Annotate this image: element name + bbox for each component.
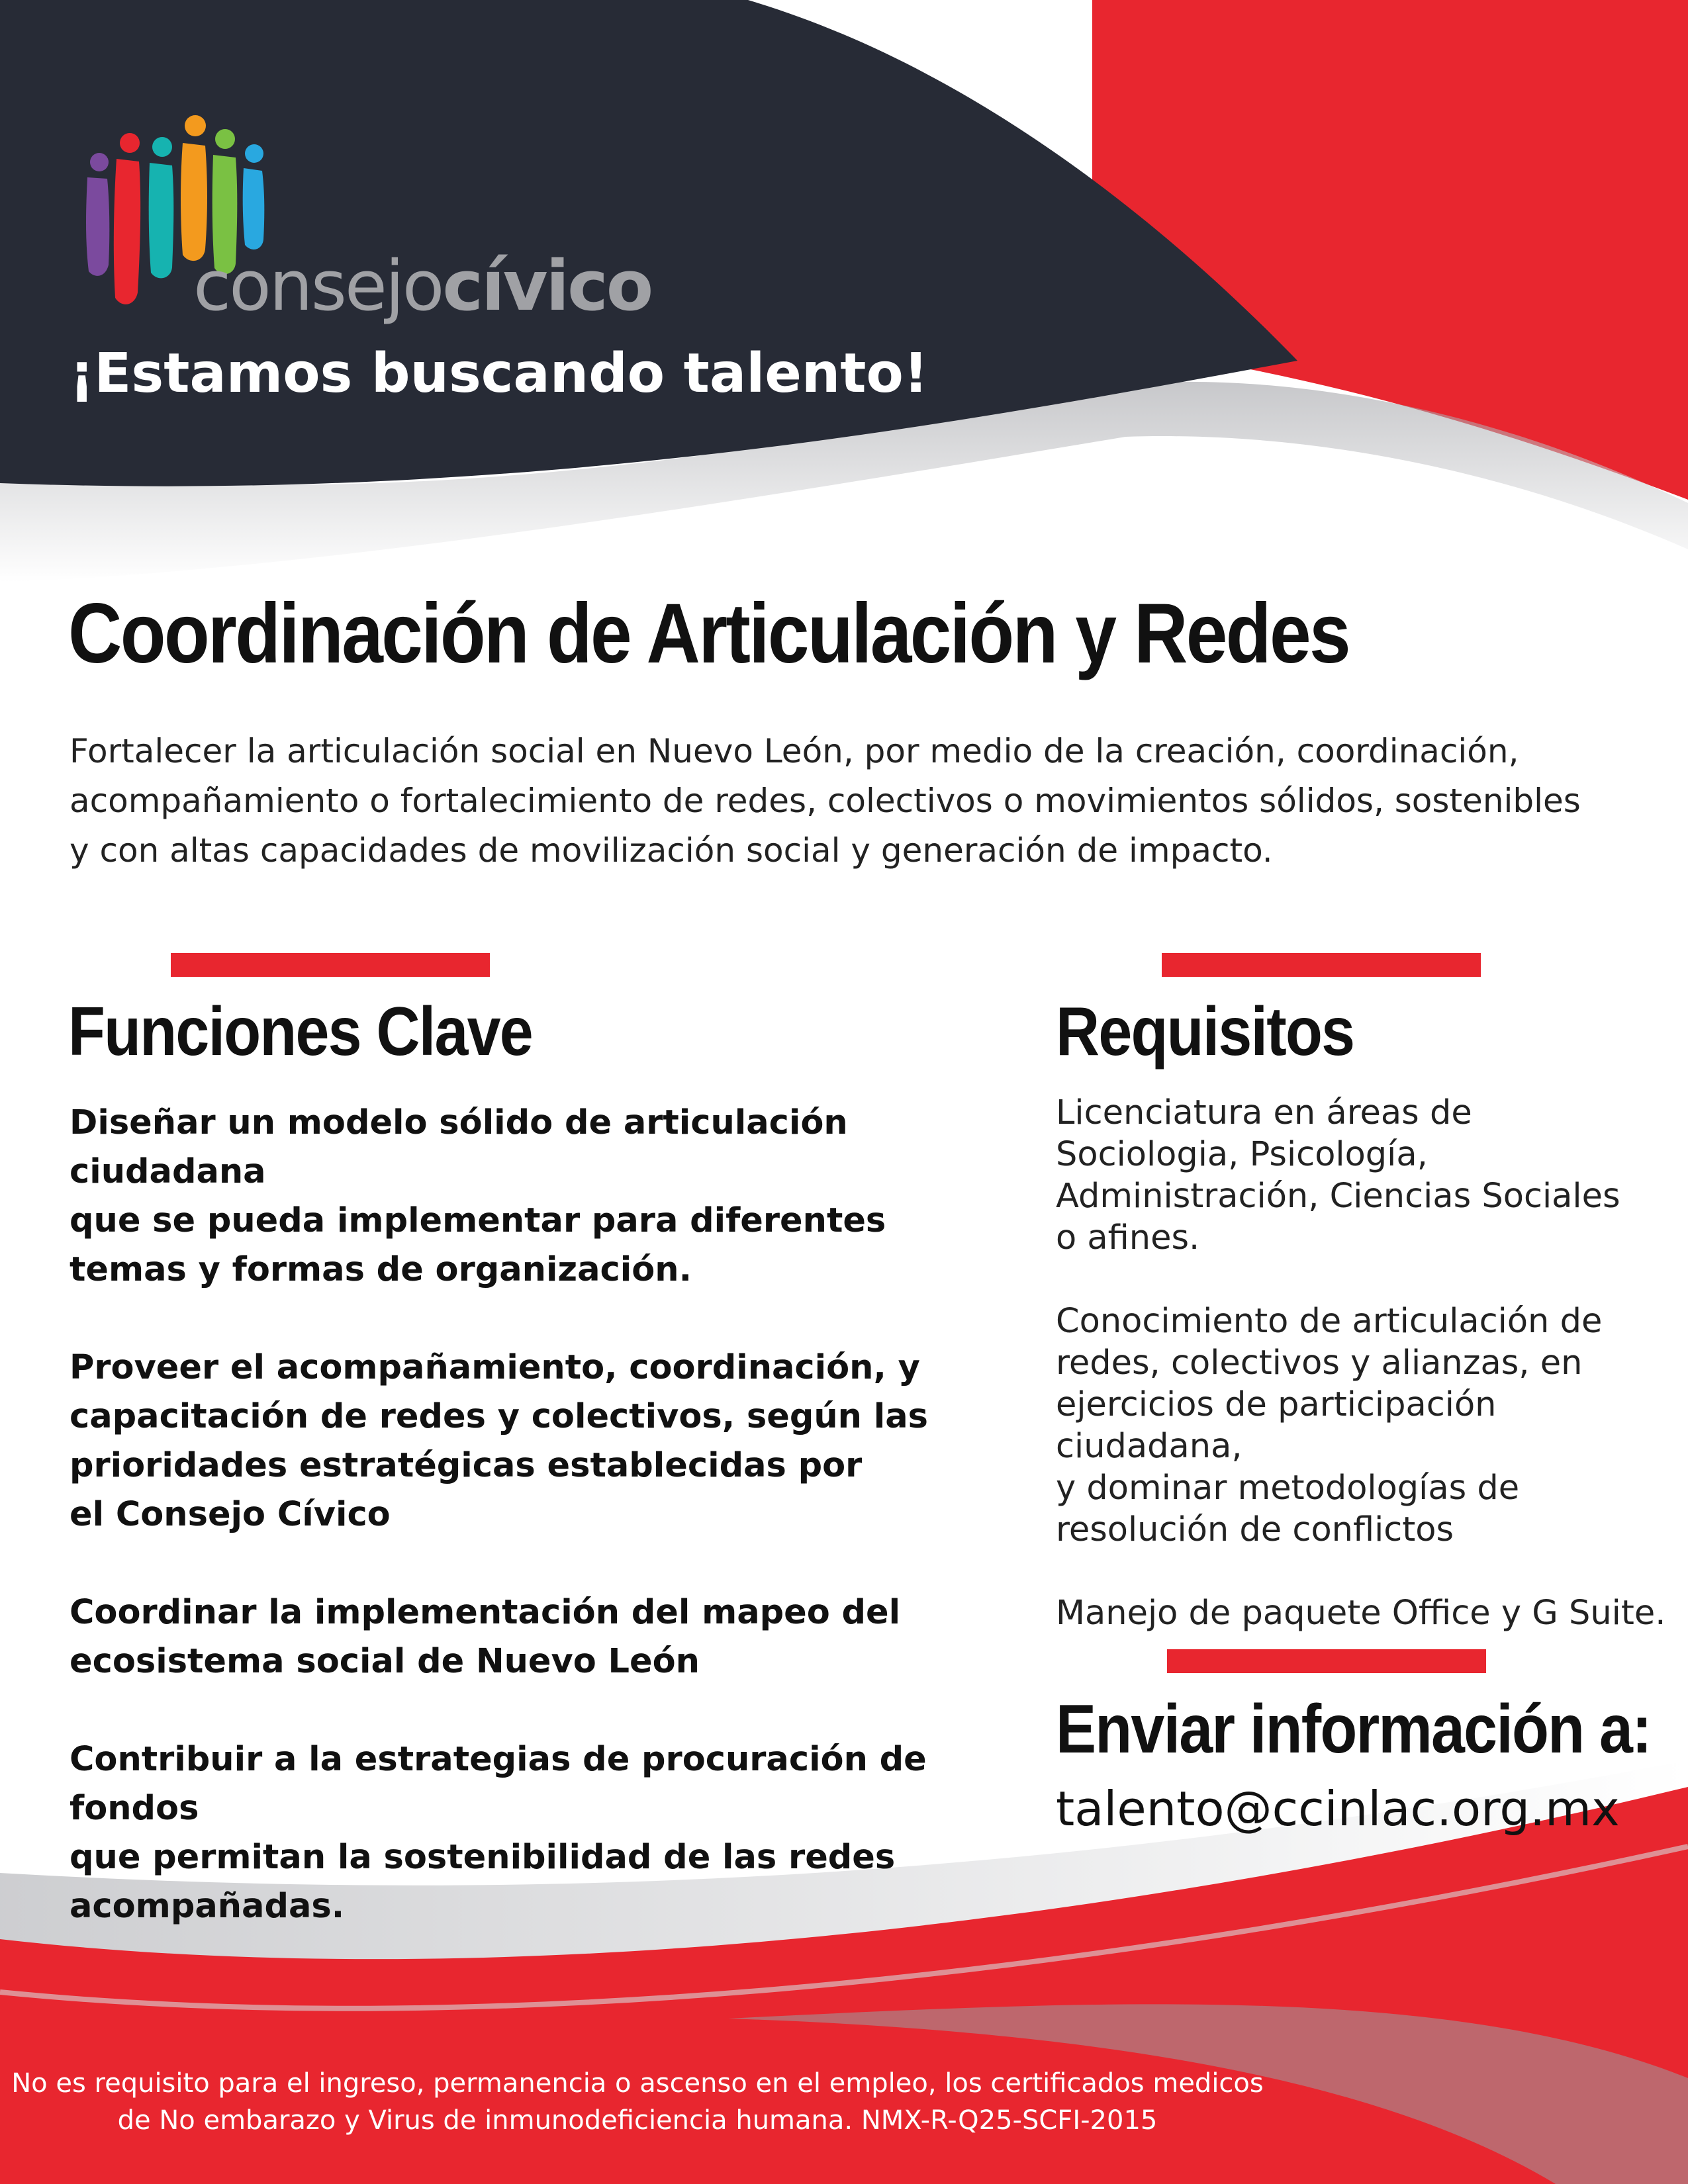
- job-intro: [70, 727, 1645, 876]
- requirements-divider: [1162, 953, 1481, 977]
- footer-line: de No embarazo y Virus de inmunodeficiencia humana. NMX-R-Q25-SCFI-2015: [117, 2105, 1158, 2136]
- function-item: Contribuir a la estrategias de procuración de fondos que permitan la sostenibilidad de las redes acompañadas.: [70, 1740, 927, 1926]
- requirements-heading: Requisitos: [1056, 993, 1354, 1070]
- intro-line: y con altas capacidades de movilización social y generación de impacto.: [70, 831, 1273, 870]
- function-item: Proveer el acompañamiento, coordinación, y capacitación de redes y colectivos, según las prioridades estratégicas establecidas por el Consejo Cívico: [70, 1348, 928, 1534]
- contact-email-link[interactable]: talento@ccinlac.org.mx: [1056, 1781, 1620, 1837]
- orange-figure-body: [181, 143, 207, 261]
- consejo-civico-wordmark: [193, 246, 652, 326]
- contact-divider: [1167, 1649, 1486, 1673]
- wordmark-bold: cívico: [442, 246, 652, 326]
- functions-divider: [171, 953, 490, 977]
- functions-heading: Funciones Clave: [68, 993, 532, 1070]
- requirement-item: Licenciatura en áreas de Sociologia, Psicología, Administración, Ciencias Sociales o afines.: [1056, 1093, 1620, 1257]
- blue-figure-head: [245, 144, 263, 163]
- blue-figure-body: [243, 168, 265, 250]
- red-figure-body: [114, 159, 140, 304]
- requirement-item: Conocimiento de articulación de redes, colectivos y alianzas, en ejercicios de participación ciudadana, y dominar metodologías de resolución de conflictos: [1056, 1302, 1603, 1549]
- wordmark-light: consejo: [193, 246, 443, 326]
- purple-figure-head: [90, 153, 109, 171]
- purple-figure-body: [86, 177, 109, 276]
- green-figure-head: [215, 129, 235, 149]
- red-figure-head: [120, 133, 140, 153]
- function-item: Diseñar un modelo sólido de articulación ciudadana que se pueda implementar para diferentes temas y formas de organización.: [70, 1103, 886, 1289]
- footer-line: No es requisito para el ingreso, permanencia o ascenso en el empleo, los certificados medicos: [11, 2068, 1264, 2099]
- job-title: Coordinación de Articulación y Redes: [68, 586, 1349, 681]
- orange-figure-head: [185, 115, 206, 136]
- teal-figure-head: [152, 137, 172, 157]
- intro-line: Fortalecer la articulación social en Nuevo León, por medio de la creación, coordinación,: [70, 732, 1519, 770]
- tagline: ¡Estamos buscando talento!: [70, 342, 929, 405]
- function-item: Coordinar la implementación del mapeo del ecosistema social de Nuevo León: [70, 1593, 901, 1681]
- contact-heading: Enviar información a:: [1056, 1691, 1651, 1768]
- requirement-item: Manejo de paquete Office y G Suite.: [1056, 1594, 1666, 1633]
- requirements-list: [1056, 1092, 1688, 1676]
- intro-line: acompañamiento o fortalecimiento de redes, colectivos o movimientos sólidos, sostenibles: [70, 782, 1581, 820]
- teal-figure-body: [149, 163, 174, 278]
- functions-list: [70, 1099, 1029, 1980]
- legal-footer: [0, 2065, 1275, 2139]
